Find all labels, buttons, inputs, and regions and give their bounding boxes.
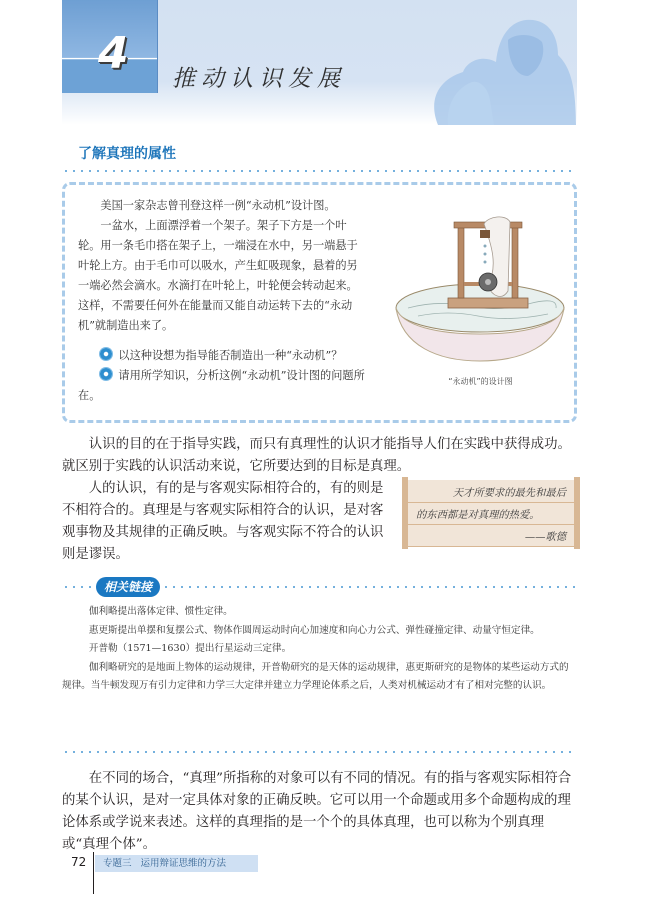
quote-scroll — [402, 480, 580, 546]
footer-divider — [93, 852, 94, 894]
question-text: 请用所学知识，分析这例“永动机”设计图的问题所在。 — [78, 369, 365, 402]
portrait-illustration — [408, 10, 576, 125]
chapter-title: 推动认识发展 — [172, 66, 346, 92]
related-item: 伽利略研究的是地面上物体的运动规律，开普勒研究的是天体的运动规律，惠更斯研究的是物体的某些运动方式的规律。当牛顿发现万有引力定律和力学三大定律并建立力学理论体系之后，人类对机械运动才有了相对完整的认识。 — [62, 661, 569, 691]
paragraph-text: 在不同的场合，“真理”所指称的对象可以有不同的情况。有的指与客观实际相符合的某个认识，是对一定具体对象的正确反映。它可以用一个命题或用多个命题构成的理论体系或学说来表述。这样的真理指的是一个个的具体真理，也可以称为个别真理或“真理个体”。 — [62, 771, 572, 852]
footer-topic: 专题三 运用辩证思维的方法 — [95, 855, 258, 872]
question-item — [78, 366, 368, 406]
related-links-text — [62, 603, 577, 696]
page-number: 72 — [71, 855, 87, 869]
related-links-tag: 相关链接 — [96, 577, 160, 597]
dotted-divider — [162, 586, 577, 588]
activity-paragraph: 美国一家杂志曾刊登这样一例“永动机”设计图。 — [100, 199, 336, 212]
related-item: 开普勒（1571—1630）提出行星运动三定律。 — [88, 643, 292, 654]
bullet-icon — [100, 368, 112, 380]
chapter-number: 4 — [98, 28, 129, 79]
scroll-rod — [402, 477, 408, 549]
scroll-rod — [574, 477, 580, 549]
perpetual-motion-illustration — [388, 196, 573, 366]
question-item — [78, 346, 368, 366]
related-item: 惠更斯提出单摆和复摆公式、物体作圆周运动时向心加速度和向心力公式、弹性碰撞定律、动量守恒定律。 — [88, 624, 540, 636]
dotted-divider — [62, 170, 577, 172]
question-text: 以这种设想为指导能否制造出一种“永动机”？ — [118, 349, 343, 362]
activity-paragraph: 一盆水，上面漂浮着一个架子。架子下方是一个叶轮。用一条毛巾搭在架子上，一端浸在水中，另一端悬于叶轮上方。由于毛巾可以吸水，产生虹吸现象，悬着的另一端必然会滴水。水滴打在叶轮上，叶轮便会转动起来。这样，不需要任何外在能量而又能自动运转下去的“永动机”就制造出来了。 — [78, 219, 358, 332]
quote-line: 的东西都是对真理的热爱。 — [416, 509, 540, 521]
bullet-icon — [100, 348, 112, 360]
body-paragraph — [62, 768, 577, 856]
section-heading: 了解真理的属性 — [78, 146, 176, 162]
body-paragraph — [62, 478, 392, 566]
dotted-divider — [62, 751, 577, 753]
related-item: 伽利略提出落体定律、惯性定律。 — [88, 606, 233, 617]
quote-author: ——歌德 — [524, 531, 566, 543]
body-paragraph — [62, 434, 577, 478]
paragraph-text: 人的认识，有的是与客观实际相符合的，有的则是不相符合的。真理是与客观实际相符合的认识，是对客观事物及其规律的正确反映。与客观实际不符合的认识则是谬误。 — [62, 481, 384, 562]
quote-rule — [408, 546, 574, 547]
dotted-divider — [62, 586, 94, 588]
activity-text — [78, 196, 368, 406]
paragraph-text: 认识的目的在于指导实践，而只有真理性的认识才能指导人们在实践中获得成功。就区别于实践的认识活动来说，它所要达到的目标是真理。 — [62, 437, 571, 474]
quote-rule — [408, 524, 574, 525]
quote-line: 天才所要求的最先和最后 — [452, 487, 566, 499]
quote-rule — [408, 502, 574, 503]
illustration-caption: “永动机”的设计图 — [448, 377, 513, 386]
